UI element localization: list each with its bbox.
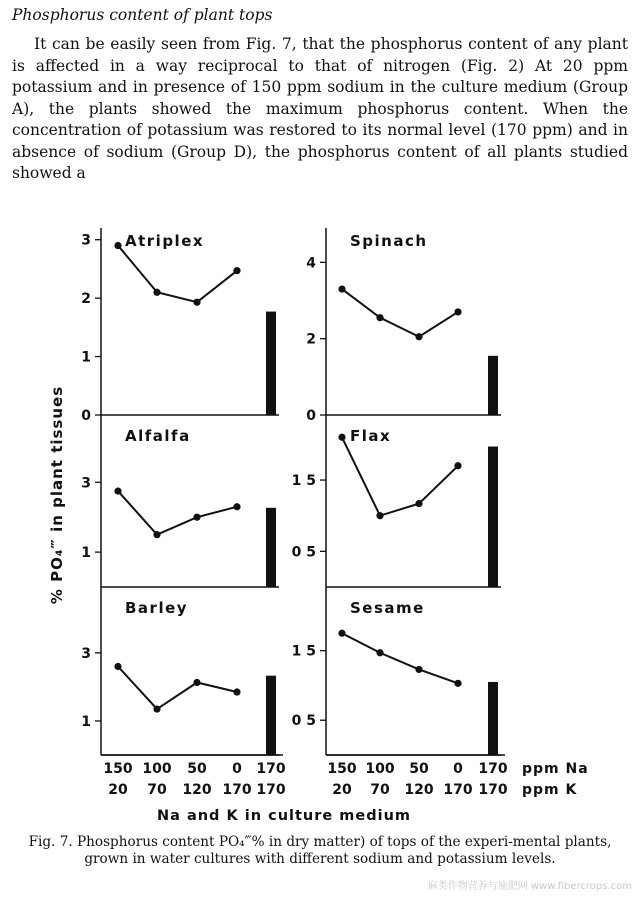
x-tick-label-k: 120 — [404, 782, 434, 798]
y-tick-label: 2 — [81, 291, 91, 308]
data-point — [114, 663, 121, 670]
panel-title: Alfalfa — [125, 427, 191, 445]
data-point — [454, 308, 461, 315]
x-tick-label-k: 70 — [370, 782, 390, 798]
x-unit-na: ppm Na — [522, 761, 589, 777]
paragraph-text: It can be easily seen from Fig. 7, that the phosphorus content of any plant is affected in a way reciprocal to that of nitrogen (Fig. 2) At 20 ppm potassium and in presence of 150 ppm sodium in the culture medium (Group A), the plants showed the maximum phosphorus content. When the concentration of potassium was restored to its normal level (170 ppm) and in absence of sodium (Group D), the phosphorus content of all plants studied showed a — [12, 35, 628, 182]
x-tick-label-k: 70 — [147, 782, 167, 798]
y-tick-label: 1 — [81, 545, 91, 562]
data-point — [233, 267, 240, 274]
y-tick-label: 0 — [306, 408, 316, 424]
data-point — [415, 666, 422, 673]
x-tick-label-na: 50 — [409, 761, 429, 777]
series-line — [118, 246, 237, 303]
y-tick-label: 3 — [81, 475, 91, 492]
x-tick-label-k: 20 — [332, 782, 352, 798]
y-tick-label: 2 — [306, 331, 316, 348]
x-tick-label-na: 100 — [142, 761, 172, 777]
bar-mark — [488, 682, 498, 755]
x-tick-label-k: 170 — [222, 782, 252, 798]
bar-mark — [266, 508, 276, 587]
data-point — [376, 649, 383, 656]
x-tick-label-k: 170 — [256, 782, 286, 798]
y-tick-label: 0 5 — [291, 544, 316, 561]
x-tick-label-na: 150 — [327, 761, 357, 777]
x-tick-label-k: 170 — [478, 782, 508, 798]
data-point — [153, 705, 160, 712]
data-point — [233, 688, 240, 695]
data-point — [193, 679, 200, 686]
data-point — [415, 500, 422, 507]
y-tick-label: 1 5 — [291, 473, 316, 490]
data-point — [415, 333, 422, 340]
panel-title: Sesame — [350, 599, 425, 617]
series-line — [118, 666, 237, 709]
bar-mark — [488, 356, 498, 415]
panel-title: Atriplex — [125, 232, 205, 250]
data-point — [114, 487, 121, 494]
bar-mark — [488, 447, 498, 587]
y-tick-label: 1 — [81, 349, 91, 366]
y-tick-label: 0 5 — [291, 713, 316, 730]
data-point — [338, 285, 345, 292]
data-point — [233, 503, 240, 510]
data-point — [376, 512, 383, 519]
y-tick-label: 1 5 — [291, 643, 316, 660]
x-tick-label-na: 170 — [256, 761, 286, 777]
data-point — [153, 289, 160, 296]
y-axis-title: % PO₄‴ in plant tissues — [48, 385, 66, 605]
bar-mark — [266, 312, 276, 415]
x-tick-label-na: 50 — [187, 761, 207, 777]
data-point — [454, 462, 461, 469]
x-tick-label-k: 170 — [443, 782, 473, 798]
x-tick-label-na: 150 — [103, 761, 133, 777]
series-line — [118, 491, 237, 535]
x-tick-label-na: 0 — [453, 761, 463, 777]
x-tick-label-na: 100 — [365, 761, 395, 777]
data-point — [193, 299, 200, 306]
x-tick-label-na: 170 — [478, 761, 508, 777]
series-line — [342, 289, 458, 337]
data-point — [338, 434, 345, 441]
data-point — [193, 514, 200, 521]
panel-title: Spinach — [350, 232, 428, 250]
data-point — [454, 680, 461, 687]
section-heading: Phosphorus content of plant tops — [12, 6, 273, 24]
data-point — [338, 630, 345, 637]
data-point — [114, 242, 121, 249]
bar-mark — [266, 676, 276, 755]
y-tick-label: 1 — [81, 713, 91, 730]
x-axis-title: Na and K in culture medium — [156, 808, 412, 824]
y-tick-label: 3 — [81, 645, 91, 662]
panel-title: Barley — [125, 599, 189, 617]
y-tick-label: 0 — [81, 408, 91, 424]
data-point — [153, 531, 160, 538]
series-line — [342, 633, 458, 683]
x-tick-label-k: 120 — [182, 782, 212, 798]
data-point — [376, 314, 383, 321]
series-line — [342, 437, 458, 515]
figure-caption: Fig. 7. Phosphorus content PO₄‴% in dry matter) of tops of the experi-mental plants, grown in water cultures with different sodium and potassium levels. — [28, 834, 612, 867]
y-tick-label: 3 — [81, 232, 91, 249]
y-tick-label: 4 — [306, 255, 316, 272]
watermark: 麻类作物营养与施肥网 www.fibercrops.com — [427, 881, 632, 892]
x-tick-label-na: 0 — [232, 761, 242, 777]
x-tick-label-k: 20 — [108, 782, 128, 798]
x-unit-k: ppm K — [522, 782, 578, 798]
panel-title: Flax — [350, 427, 392, 445]
